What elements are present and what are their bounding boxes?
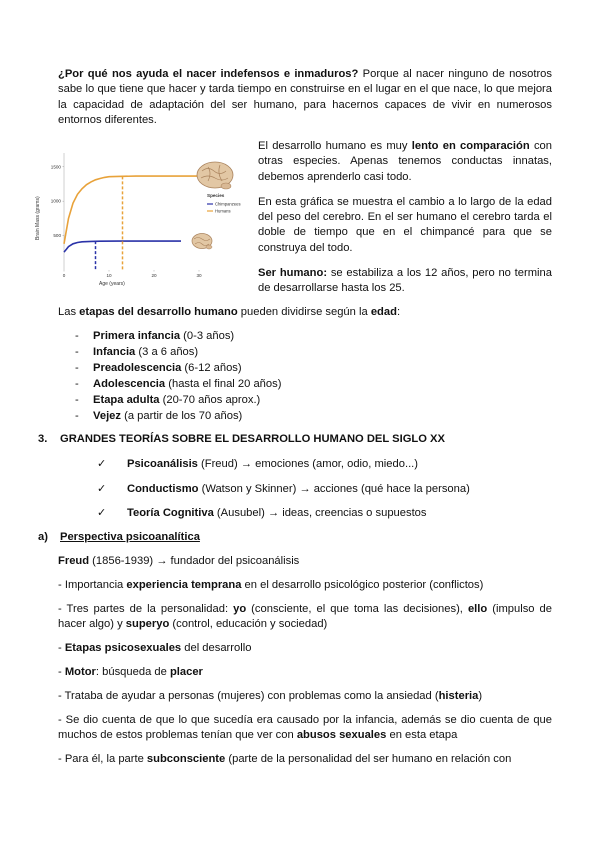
x-tick-label: 0 <box>62 273 66 278</box>
side-p1-a: El desarrollo humano es muy <box>258 140 412 152</box>
point-bold: placer <box>169 666 203 678</box>
point-bold: abusos sexuales <box>296 729 387 742</box>
point-text: - Importancia <box>58 579 127 591</box>
point-bold: experiencia temprana <box>126 579 242 591</box>
side-paragraph-2: En esta gráfica se muestra el cambio a lo largo de la edad del peso del cerebro. En el ser humano el cerebro tarda el doble de tiempo que en el chimpancé para que se construya del todo. <box>258 195 552 254</box>
brain-mass-chart <box>34 145 241 287</box>
intro-answer: Porque al nacer ninguno de nosotros sabe lo que tiene que hacer y tarda tiempo en construirse en el lugar en el que nace, lo que mejora la capacidad de adaptación del ser humano, para hacernos capaces de vivir en numerosos entornos diferentes. <box>58 68 552 126</box>
point-text: del desarrollo <box>181 642 252 654</box>
x-tick-label: 30 <box>196 273 202 278</box>
dash-mark: - <box>75 330 79 342</box>
side-p3-bold: Ser humano: <box>258 267 328 280</box>
chimpanzee-brain-icon <box>192 234 212 250</box>
series-line-humans <box>64 176 199 244</box>
point-text: - Tres partes de la personalidad: <box>58 603 234 615</box>
stages-intro-c: pueden dividirse según la <box>237 306 371 318</box>
chart-ylabel: Brain Mass (grams) <box>35 196 41 240</box>
dash-mark: - <box>75 410 79 422</box>
stages-list <box>58 329 552 425</box>
side-p1-bold: lento en comparación <box>411 140 530 152</box>
list-item <box>58 409 552 425</box>
point-text: - <box>58 666 65 678</box>
point-5 <box>58 689 552 704</box>
stage-range: (6-12 años) <box>181 362 242 374</box>
list-item <box>58 329 552 345</box>
theory-name: Teoría Cognitiva <box>127 507 214 519</box>
point-3 <box>58 641 552 656</box>
section-number: 3. <box>38 433 48 445</box>
section-3-heading <box>38 432 558 447</box>
point-text: en esta etapa <box>386 729 458 742</box>
dash-mark: - <box>75 362 79 374</box>
theories-list <box>97 457 557 531</box>
y-tick-label: 1000 <box>50 198 61 204</box>
stages-intro-a: Las <box>58 306 80 318</box>
freud-line <box>58 554 552 569</box>
point-text: (impulso de hacer algo) y <box>58 603 552 631</box>
stage-range: (a partir de los 70 años) <box>121 410 243 422</box>
subsection-number: a) <box>38 531 48 543</box>
side-text <box>258 139 552 297</box>
point-6 <box>58 713 552 744</box>
side-paragraph-3 <box>258 266 552 297</box>
stage-name: Vejez <box>93 410 121 422</box>
point-bold: superyo <box>125 618 170 631</box>
stage-name: Adolescencia <box>93 378 166 390</box>
stages-intro-b: etapas del desarrollo humano <box>79 306 238 318</box>
section-title: GRANDES TEORÍAS SOBRE EL DESARROLLO HUMANO DEL SIGLO XX <box>60 433 445 445</box>
point-2 <box>58 602 552 633</box>
list-item <box>58 393 552 409</box>
point-bold: ello <box>467 603 488 615</box>
stages-intro-e: : <box>396 306 401 318</box>
list-item <box>58 361 552 377</box>
intro-paragraph <box>58 67 552 128</box>
theory-desc: (Freud) → emociones (amor, odio, miedo...) <box>197 458 419 470</box>
list-item <box>97 457 557 482</box>
side-p1-c: con otras especies. Apenas tenemos conductas innatas, debemos aprenderlo casi todo. <box>258 140 552 183</box>
theory-name: Conductismo <box>127 482 199 495</box>
x-tick-label: 10 <box>106 273 112 278</box>
point-text: - Trataba de ayudar a personas (mujeres) con problemas como la ansiedad ( <box>58 690 439 702</box>
x-tick-label: 20 <box>151 273 157 278</box>
point-text: : búsqueda de <box>95 666 170 678</box>
point-text: (parte de la personalidad del ser humano en relación con <box>225 753 512 765</box>
check-icon: ✓ <box>97 458 107 470</box>
list-item <box>58 345 552 361</box>
point-text: - Para él, la parte <box>58 753 147 765</box>
subsection-title: Perspectiva psicoanalítica <box>60 531 200 543</box>
brain-mass-chart-svg <box>34 145 241 287</box>
freud-name: Freud <box>58 555 90 567</box>
dash-mark: - <box>75 378 79 390</box>
freud-desc: (1856-1939) → fundador del psicoanálisis <box>89 555 300 567</box>
stage-name: Primera infancia <box>93 330 181 342</box>
point-text: (consciente, el que toma las decisiones), <box>246 603 468 615</box>
theory-name: Psicoanálisis <box>127 458 198 470</box>
dash-mark: - <box>75 346 79 358</box>
theory-desc: (Watson y Skinner) → acciones (qué hace la persona) <box>198 482 470 495</box>
point-text: - <box>58 642 65 654</box>
chart-xlabel: Age (years) <box>99 281 125 287</box>
list-item <box>97 482 557 507</box>
point-text: ) <box>478 690 483 702</box>
point-1 <box>58 578 552 593</box>
point-4 <box>58 665 552 680</box>
point-bold: histeria <box>438 690 479 702</box>
stage-range: (3 a 6 años) <box>135 346 199 358</box>
y-tick-label: 500 <box>53 233 61 239</box>
stage-name: Infancia <box>93 346 136 358</box>
stages-intro <box>58 305 552 320</box>
point-text: en el desarrollo psicológico posterior (conflictos) <box>241 579 484 591</box>
y-tick-label: 1500 <box>50 164 61 170</box>
side-paragraph-1 <box>258 139 552 185</box>
point-text: (control, educación y sociedad) <box>169 618 328 631</box>
stages-intro-d: edad <box>370 306 397 318</box>
stage-name: Preadolescencia <box>93 362 182 374</box>
stage-range: (hasta el final 20 años) <box>165 378 282 390</box>
list-item <box>58 377 552 393</box>
stage-range: (20-70 años aprox.) <box>159 394 261 406</box>
subsection-a-heading <box>38 530 558 545</box>
point-7 <box>58 752 552 767</box>
check-icon: ✓ <box>97 507 107 519</box>
list-item <box>97 506 557 531</box>
theory-desc: (Ausubel) → ideas, creencias o supuestos <box>213 507 427 519</box>
point-bold: Etapas psicosexuales <box>64 642 182 654</box>
legend-label-humans: Humans <box>215 208 231 214</box>
side-p3-rest: se estabiliza a los 12 años, pero no termina de desarrollarse hasta los 25. <box>258 267 552 295</box>
point-bold: Motor <box>64 666 96 678</box>
legend-label-chimpanzees: Chimpanzees <box>215 201 241 207</box>
point-bold: yo <box>233 603 247 615</box>
point-text: - Se dio cuenta de que lo que sucedía era causado por la infancia, además se dio cuenta de que muchos de estos problemas tenían que ver con <box>58 714 552 742</box>
point-bold: subconsciente <box>146 753 226 765</box>
dash-mark: - <box>75 394 79 406</box>
human-brain-icon <box>197 162 233 189</box>
stage-range: (0-3 años) <box>180 330 235 342</box>
check-icon: ✓ <box>97 482 107 495</box>
legend-title: Species <box>207 193 225 198</box>
stage-name: Etapa adulta <box>93 394 160 406</box>
intro-question: ¿Por qué nos ayuda el nacer indefensos e inmaduros? <box>58 68 359 80</box>
